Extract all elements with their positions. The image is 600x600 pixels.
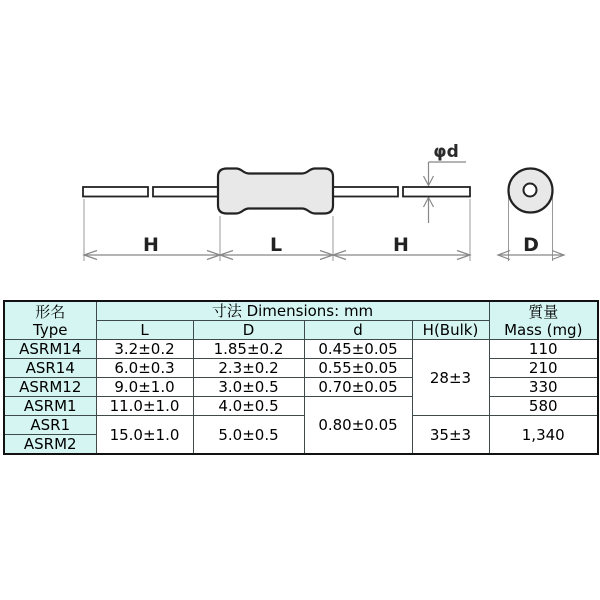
cell-h-bulk: 35±3: [412, 416, 489, 455]
cell-l: 11.0±1.0: [96, 397, 193, 416]
cell-dd: 0.45±0.05: [304, 340, 412, 359]
table-row: [4, 340, 598, 359]
cell-d: 3.0±0.5: [193, 378, 304, 397]
header-mass-en: Mass (mg): [504, 320, 583, 339]
header-dimensions: 寸法 Dimensions: mm: [96, 301, 489, 321]
cell-dd: 0.55±0.05: [304, 359, 412, 378]
cell-type: ASRM12: [4, 378, 96, 397]
cell-type: ASRM14: [4, 340, 96, 359]
phi-d-label: φd: [433, 142, 459, 162]
cell-type: ASR14: [4, 359, 96, 378]
table-row: [4, 359, 598, 378]
table-row: [4, 416, 598, 435]
table-row: [4, 397, 598, 416]
cell-mass: 210: [489, 359, 598, 378]
header-mass-jp: 質量: [528, 302, 559, 321]
cell-dd: 0.70±0.05: [304, 378, 412, 397]
d-label: D: [523, 234, 539, 256]
cell-l: 9.0±1.0: [96, 378, 193, 397]
header-col-h-bulk: H(Bulk): [412, 321, 489, 340]
cell-l: 15.0±1.0: [96, 416, 193, 455]
cell-type: ASR1: [4, 416, 96, 435]
header-type: [4, 301, 96, 340]
cell-l: 6.0±0.3: [96, 359, 193, 378]
lead-right-outer: [403, 187, 470, 197]
h-right-label: H: [393, 234, 409, 256]
table-row: [4, 378, 598, 397]
cell-mass: 330: [489, 378, 598, 397]
cell-d: 2.3±0.2: [193, 359, 304, 378]
header-col-l: L: [96, 321, 193, 340]
l-label: L: [269, 234, 283, 256]
cell-type: ASRM1: [4, 397, 96, 416]
cell-mass: 1,340: [489, 416, 598, 455]
cell-l: 3.2±0.2: [96, 340, 193, 359]
lead-left-outer: [83, 187, 148, 197]
cell-dd: 0.80±0.05: [304, 397, 412, 455]
cell-d: 5.0±0.5: [193, 416, 304, 455]
header-type-jp: 形名: [35, 302, 66, 321]
header-mass: [489, 301, 598, 340]
end-view-lead-circle: [524, 184, 537, 197]
h-left-label: H: [143, 234, 159, 256]
cell-type: ASRM2: [4, 435, 96, 455]
header-col-d-lead: d: [304, 321, 412, 340]
end-view: [509, 169, 553, 213]
cell-mass: 110: [489, 340, 598, 359]
header-type-en: Type: [33, 320, 68, 339]
dimensions-table: [3, 300, 599, 455]
cell-h-bulk: 28±3: [412, 340, 489, 416]
header-row-1: [4, 301, 598, 321]
cell-mass: 580: [489, 397, 598, 416]
cell-d: 4.0±0.5: [193, 397, 304, 416]
lead-left-inner: [153, 187, 219, 197]
header-col-d-body: D: [193, 321, 304, 340]
lead-right-inner: [332, 187, 398, 197]
cell-d: 1.85±0.2: [193, 340, 304, 359]
resistor-body: [218, 169, 333, 214]
